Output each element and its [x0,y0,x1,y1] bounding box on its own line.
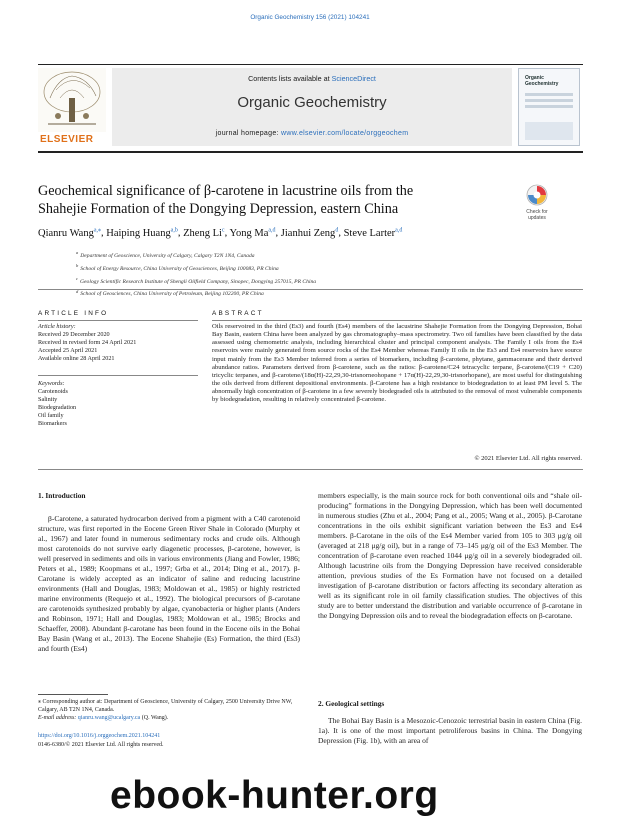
affiliation-text: School of Energy Resource, China University of Geosciences, Beijing 100083, PR China [80,265,279,272]
abstract-text: Oils reservoired in the third (Es3) and fourth (Es4) members of the lacustrine Shahejie Formation from the Dongying Depression, Bohai Bay Basin, eastern China have been analyzed by gas chromatography–mass spectrometry. Two oil families have been classified by the data assessed using chemometric analysis, including hierarchical cluster and principal component analysis. The Family I oils from the Es4 reservoirs were mainly generated from source rocks of the Es4 Member whereas Family II oils in the Es3 and Es4 reservoirs have source input mainly from the Es3 Member inferred from a series of biomarkers, including β-carotene, phytane, gammacerane and their derived abundance ratios. Parameters derived from β-carotene, such as the ratios: β-carotene/C24 tetracyclic terpane, β-carotene/(C19 + C20) tricyclic terpanes, and β-carotene/(18α(H)-22,29,30-trisnorneohopane + 17α(H)-22,29,30-trisnorhopane), are most useful for distinguishing the oils derived from different depositional environments. β-Carotene has a high resistance to biodegradation to at least PM level 5. The abnormally high concentration of β-carotene in a few severely biodegraded oils is attributed to the removal of most vulnerable components by biodegradation, resulting in relatively concentrated β-carotene. [212,323,582,404]
article-info-heading: ARTICLE INFO [38,310,109,317]
author-affiliation-marker[interactable]: a, [93,227,98,233]
contents-prefix: Contents lists available at [248,74,332,83]
affiliation-key: d [76,288,79,294]
author-separator: , [224,227,230,239]
author-name: Qianru Wang [38,227,94,239]
crossmark-icon [520,183,554,209]
publisher-name: ELSEVIER [40,134,94,145]
footnote-rule [38,694,108,695]
article-title-line-2: Shahejie Formation of the Dongying Depression, eastern China [38,201,399,217]
author[interactable] [38,228,101,239]
author[interactable] [106,228,178,239]
author[interactable] [183,228,224,239]
author-separator: , [275,227,281,239]
cover-title-line-1: Organic [525,75,544,81]
article-title [38,182,508,218]
geological-settings-paragraph: The Bohai Bay Basin is a Mesozoic-Cenozoic terrestrial basin in eastern China (Fig. 1a). It is one of the most important petroliferous basins in China. The Dongying Depression (Fig. 1b), with an area of [318,716,582,745]
article-info-rule [38,320,198,321]
affiliation [76,248,620,261]
introduction-paragraph: β-Carotene, a saturated hydrocarbon derived from a pigment with a C40 carotenoid structure, was first reported in the Eocene Green River Shale in Colorado (Murphy et al., 1967) and later found in numerous sedimentary rocks and crude oils. Although most carotenoids do not survive early diagenetic processes, β-carotene, however, is well preserved in sediments and oils in various environments (Jiang and Fowler, 1986; Peters et al., 1989; Koopmans et al., 1997; Grba et al., 2014; Ding et al., 2017). β-Carotane is widely accepted as an indicator of saline and reducing lacustrine environments (Hall and Douglas, 1983; Moldowan et al., 1985) or highly restricted marine environments (Requejo et al., 1992). The biological precursors of β-carotane are carotenoids synthesized probably by algae, cyanobacteria or higher plants (Anders and Robinson, 1971; Hall and Douglas, 1983; Moldowan et al., 1985; Brocks and Schaeffer, 2008). Abundant β-carotane has been found in the Eocene oils in the Bohai Bay Basin (Wang et al., 2013). The Eocene Shahejie (Es) Formation, the third (Es3) and fourth (Es4) [38,514,300,653]
affiliation-key: a [76,250,79,255]
article-history-label: Article history: [38,323,76,330]
author-separator: , [338,227,344,239]
author-affiliation-marker[interactable]: c [221,227,225,233]
author-name: Yong Ma [229,227,269,239]
masthead-bottom-rule [38,151,583,153]
keyword-item: Biomarkers [38,420,67,428]
author[interactable] [281,228,339,239]
watermark: ebook-hunter.org [110,774,439,817]
affiliation [76,274,620,287]
issn-line: 0146-6380/© 2021 Elsevier Ltd. All rights reserved. [38,741,164,748]
introduction-continued: members especially, is the main source rock for both conventional oils and “shale oil-producing” formations in the Dongying Depression, which has been well documented in numerous studies (Zhu et al., 2004; Pang et al., 2005; Wang et al., 2005). β-Carotane concentrations in the oils exhibit significant variation between the Es3 and Es4 members. β-Carotane in the oils of the Es4 Member varied from 105 to 303 μg/g oil (averaged at 218 μg/g oil), but in a range of 73–145 μg/g oil of the Es3 Member. The concentration of β-carotane even reached 1044 μg/g oil in a severely biodegraded oil. Although lacustrine oils from the Dongying Depression have received considerable attention, previous studies of the Es Formation have not focused on a detailed investigation of β-carotane distribution or factors affecting its secondary alteration as well as its significant role in oil family classification studies. The objectives of this study are to better understand the distribution and variable occurrence of β-carotane in the Dongying Depression oils and to reveal the biodegradation effects on β-carotane. [318,491,582,620]
corresponding-author-text: ⁎ Corresponding author at: Department of Geoscience, University of Calgary, 2500 University Drive NW, Calgary, AB T2N 1N4, Canada. [38,699,293,713]
corresponding-author-marker[interactable]: ⁎ [98,227,101,233]
email-label: E-mail address: [38,715,78,721]
sciencedirect-link[interactable]: ScienceDirect [331,74,376,83]
cover-image [525,122,573,140]
keywords [38,380,198,429]
author-separator: , [177,227,184,239]
history-item: Received 29 December 2020 [38,331,110,339]
journal-citation[interactable]: Organic Geochemistry 156 (2021) 104241 [250,14,370,21]
abstract-bottom-rule [38,469,583,470]
journal-homepage [112,130,512,137]
author-affiliation-marker[interactable]: a,d [268,227,276,233]
cover-stripe [525,93,573,96]
geological-settings-heading: 2. Geological settings [318,699,385,708]
cover-title [525,75,579,87]
keyword-item: Oil family [38,412,64,420]
right-column [318,491,582,683]
keywords-list [38,388,198,428]
contents-line [112,74,512,83]
email-suffix: (Q. Wang). [140,715,169,721]
crossmark-label-line-2: updates [528,215,546,221]
email-link[interactable]: qianru.wang@ucalgary.ca [77,715,141,721]
abstract-copyright: © 2021 Elsevier Ltd. All rights reserved. [474,455,582,462]
abstract-heading: ABSTRACT [212,310,264,317]
crossmark-label [516,209,558,221]
affiliation-list [38,248,583,299]
homepage-link[interactable]: www.elsevier.com/locate/orggeochem [281,130,409,137]
history-item: Accepted 25 April 2021 [38,347,98,355]
author-affiliation-marker[interactable]: a,b [170,227,178,233]
affiliation-key: c [76,275,78,281]
affiliation-key: b [76,262,79,268]
homepage-prefix: journal homepage: [215,130,282,137]
corresponding-author-footnote [38,698,300,722]
affiliation-text: Department of Geoscience, University of Calgary, Calgary T2N 1N4, Canada [80,252,255,259]
affiliation-text: School of Geosciences, China University of Petroleum, Beijing 102200, PR China [80,291,264,298]
cover-stripe [525,99,573,102]
masthead-top-rule [38,64,583,65]
introduction-column [38,514,300,690]
article-history-list [38,331,198,363]
doi-link[interactable]: https://doi.org/10.1016/j.orggeochem.2021.104241 [38,733,161,739]
journal-title: Organic Geochemistry [237,94,387,111]
author-separator: , [101,227,107,239]
author[interactable] [229,228,275,239]
author-name: Jianhui Zeng [280,227,336,239]
author-affiliation-marker[interactable]: a,d [395,227,403,233]
crossmark-label-line-1: Check for [526,209,548,215]
author-name: Steve Larter [343,227,396,239]
author-name: Haiping Huang [106,227,171,239]
keywords-rule [38,375,198,376]
author-name: Zheng Li [183,227,222,239]
geological-settings-column [318,716,582,758]
author[interactable] [344,228,403,239]
author-section-rule [38,289,583,290]
doi-block [38,732,300,749]
history-item: Available online 28 April 2021 [38,355,115,363]
keyword-item: Carotenoids [38,388,68,396]
article-title-line-1: Geochemical significance of β-carotene in lacustrine oils from the [38,183,414,199]
author-affiliation-marker[interactable]: d [335,227,339,233]
affiliation-text: Geology Scientific Research Institute of Shengli Oilfield Company, Sinopec, Dongying 257015, PR China [80,278,317,285]
abstract-rule [212,320,582,321]
affiliation [76,261,620,274]
keyword-item: Biodegradation [38,404,77,412]
author-list [38,226,583,239]
elsevier-logo [38,68,106,146]
cover-stripe [525,105,573,108]
keywords-label: Keywords: [38,380,65,387]
history-item: Received in revised form 24 April 2021 [38,339,137,347]
email-line [38,714,300,722]
cover-title-line-2: Geochemistry [525,81,559,87]
article-history [38,323,198,363]
elsevier-tree-icon [38,68,106,132]
journal-cover [518,68,580,146]
keyword-item: Salinity [38,396,58,404]
introduction-heading: 1. Introduction [38,491,86,500]
